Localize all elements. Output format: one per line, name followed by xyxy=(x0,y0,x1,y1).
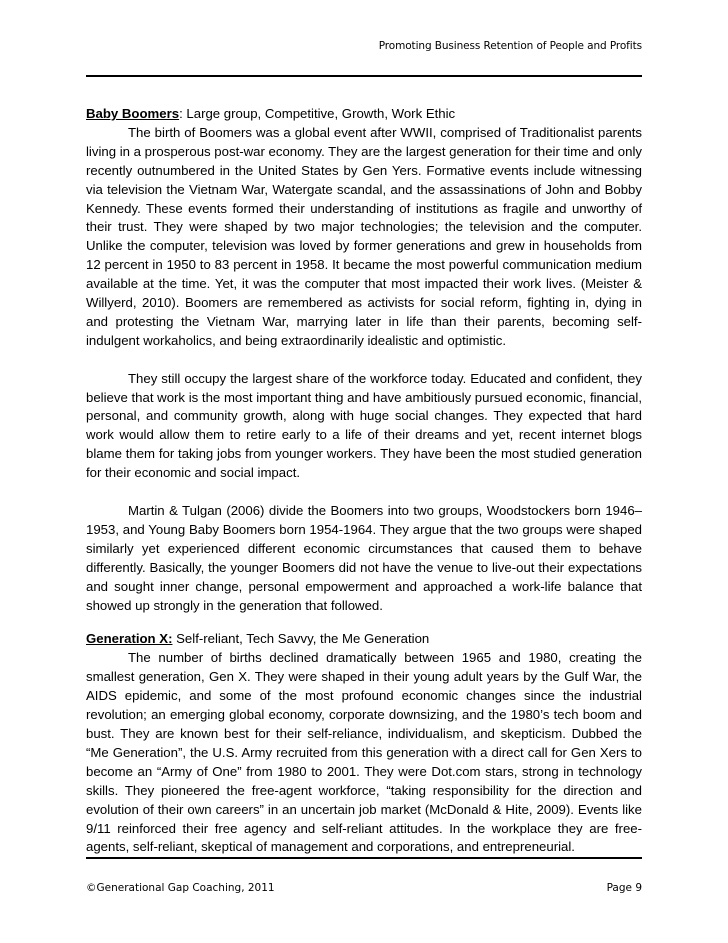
boomers-paragraph-3: Martin & Tulgan (2006) divide the Boomers into two groups, Woodstockers born 1946–1953, and Young Baby Boomers born 1954-1964. They argue that the two groups were shaped similarly yet experienced different economic circumstances that caused them to behave differently. Basically, the younger Boomers did not have the venue to live-out their expectations and sought inner change, personal empowerment and approached a work-life balance that showed up strongly in the generation that followed. xyxy=(86,503,642,613)
boomers-paragraph-2: They still occupy the largest share of the workforce today. Educated and confident, they believe that work is the most important thing and have ambitiously pursued economic, financial, personal, and community growth, along with huge social changes. They expected that hard work would allow them to retire early to a life of their dreams and yet, recent internet blogs blame them for taking jobs from younger workers. They have been the most studied generation for their economic and social impact. xyxy=(86,370,642,481)
document-body xyxy=(86,105,642,857)
footer-rule xyxy=(86,857,642,859)
page-number: Page 9 xyxy=(606,882,642,894)
boomers-paragraph-1: The birth of Boomers was a global event after WWII, comprised of Traditionalist parents living in a prosperous post-war economy. They are the largest generation for their time and only recently outnumbered in the United States by Gen Yers. Formative events include witnessing via television the Vietnam War, Watergate scandal, and the assassinations of John and Bobby Kennedy. These events formed their understanding of institutions as fragile and unworthy of their trust. They were shaped by two major technologies; the television and the computer. Unlike the computer, television was loved by former generations and grew in households from 12 percent in 1950 to 83 percent in 1958. It became the most powerful communication medium available at the time. Yet, it was the computer that most impacted their work lives. (Meister & Willyerd, 2010). Boomers are remembered as activists for social reform, fighting in, dying in and protesting the Vietnam War, marrying later in life than their parents, becoming self-indulgent workaholics, and being extraordinarily idealistic and optimistic. xyxy=(86,124,642,348)
running-title: Promoting Business Retention of People and Profits xyxy=(378,40,642,52)
running-header xyxy=(86,40,642,52)
footer-copyright: ©Generational Gap Coaching, 2011 xyxy=(86,882,275,894)
section-descriptor-generation-x: Self-reliant, Tech Savvy, the Me Generation xyxy=(172,631,430,647)
header-rule xyxy=(86,75,642,77)
section-heading-generation-x xyxy=(86,630,642,649)
page-footer xyxy=(86,882,642,894)
section-term-baby-boomers: Baby Boomers xyxy=(86,106,180,121)
genx-paragraph-1: The number of births declined dramatically between 1965 and 1980, creating the smallest generation, Gen X. They were shaped in their young adult years by the Gulf War, the AIDS epidemic, and some of the most profound economic changes since the industrial revolution; an emerging global economy, corporate downsizing, and the 1980’s tech boom and bust. They are known best for their self-reliance, individualism, and skepticism. Dubbed the “Me Generation”, the U.S. Army recruited from this generation with a direct call for Gen Xers to become an “Army of One” from 1980 to 2001. They were Dot.com stars, strong in technology skills. They pioneered the free-agent workforce, “taking responsibility for the direction and evolution of their own careers” in an uncertain job market (McDonald & Hite, 2009). Events like 9/11 reinforced their free agency and self-reliant attitudes. In the workplace they are free-agents, self-reliant, skeptical of management and corporations, and entrepreneurial. xyxy=(86,650,642,855)
section-descriptor-baby-boomers: : Large group, Competitive, Growth, Work Ethic xyxy=(179,106,456,121)
section-term-generation-x: Generation X: xyxy=(86,631,173,647)
section-heading-baby-boomers xyxy=(86,105,642,124)
